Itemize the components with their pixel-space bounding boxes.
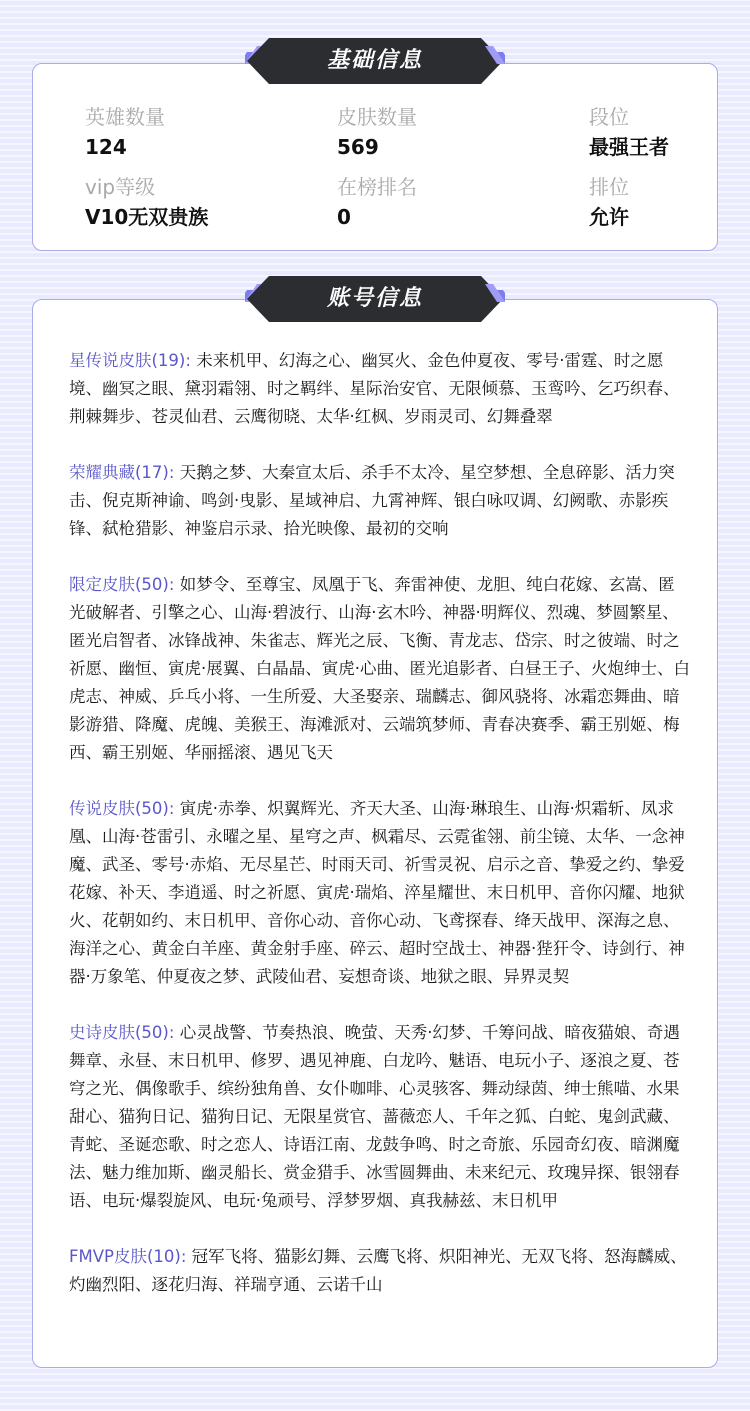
skin-group-items: 寅虎·赤拳、炽翼辉光、齐天大圣、山海·琳琅生、山海·炽霜斩、凤求凰、山海·苍雷引、永曜之星、星穹之声、枫霜尽、云霓雀翎、前尘镜、太华、一念神魔、武圣、零号·赤焰、无尽星芒、时雨天司、祈雪灵祝、启示之音、挚爱之约、挚爱花嫁、补天、李逍遥、时之祈愿、寅虎·瑞焰、淬星耀世、末日机甲、音你闪耀、地狱火、花朝如约、末日机甲、音你心动、音你心动、飞鸢探春、绛天战甲、深海之息、海洋之心、黄金白羊座、黄金射手座、碎云、超时空战士、神器·狴犴令、诗剑行、神器·万象笔、仲夏夜之梦、武陵仙君、妄想奇谈、地狱之眼、异界灵契 [69, 799, 685, 986]
rank-tier-label: 段位 [589, 105, 629, 129]
skin-group-items: 天鹅之梦、大秦宣太后、杀手不太冷、星空梦想、全息碎影、活力突击、倪克斯神谕、鸣剑·曳影、星域神启、九霄神辉、银白咏叹调、幻阙歌、赤影疾锋、弑枪猎影、神鉴启示录、拾光映像、最初的交响 [69, 463, 675, 538]
skin-count-label: 皮肤数量 [337, 105, 417, 129]
vip-level-label: vip等级 [85, 175, 156, 199]
skin-group-items: 如梦令、至尊宝、凤凰于飞、奔雷神使、龙胆、纯白花嫁、玄嵩、匿光破解者、引擎之心、山海·碧波行、山海·玄木吟、神器·明辉仪、烈魂、梦圆繁星、匿光启智者、冰锋战神、朱雀志、辉光之辰、飞衡、青龙志、岱宗、时之彼端、时之祈愿、幽恒、寅虎·展翼、白晶晶、寅虎·心曲、匿光追影者、白昼王子、火炮绅士、白虎志、神威、乒乓小将、一生所爱、大圣娶亲、瑞麟志、御风骁将、冰霜恋舞曲、暗影游猎、降魔、虎魄、美猴王、海滩派对、云端筑梦师、青春决赛季、霸王别姬、梅西、霸王别姬、华丽摇滚、遇见飞天 [69, 575, 690, 762]
leaderboard-rank-label: 在榜排名 [337, 175, 417, 199]
account-info-title: 账号信息 [326, 286, 423, 311]
ranked-allowed-label: 排位 [589, 175, 629, 199]
vip-level-value: V10无双贵族 [85, 205, 209, 229]
leaderboard-rank-value: 0 [337, 205, 351, 229]
skin-group-name: 荣耀典藏(17): [69, 463, 175, 482]
vip-level-cell [85, 172, 337, 232]
skin-groups [69, 347, 691, 1327]
account-info-title-badge [245, 276, 505, 322]
skin-count-value: 569 [337, 135, 379, 159]
skin-group-name: 限定皮肤(50): [69, 575, 175, 594]
ranked-allowed-cell [589, 172, 697, 232]
leaderboard-rank-cell [337, 172, 589, 232]
skin-group-fmvp [69, 1243, 691, 1299]
rank-tier-cell [589, 102, 697, 162]
skin-group-name: 星传说皮肤(19): [69, 351, 191, 370]
skin-count-cell [337, 102, 589, 162]
ranked-allowed-value: 允许 [589, 205, 629, 229]
skin-group-items: 未来机甲、幻海之心、幽冥火、金色仲夏夜、零号·雷霆、时之愿境、幽冥之眼、黛羽霜翎、时之羁绊、星际治安官、无限倾慕、玉鸾吟、乞巧织春、荆棘舞步、苍灵仙君、云鹰彻晓、太华·红枫、岁雨灵司、幻舞叠翠 [69, 351, 680, 426]
skin-group-limited [69, 571, 691, 767]
basic-info-title-badge [245, 38, 505, 84]
basic-info-grid [85, 102, 697, 232]
basic-info-title: 基础信息 [326, 48, 423, 73]
rank-tier-value: 最强王者 [589, 135, 669, 159]
hero-count-value: 124 [85, 135, 127, 159]
skin-group-items: 心灵战警、节奏热浪、晚萤、天秀·幻梦、千筹问战、暗夜猫娘、奇遇舞章、永昼、末日机甲、修罗、遇见神鹿、白龙吟、魅语、电玩小子、逐浪之夏、苍穹之光、偶像歌手、缤纷独角兽、女仆咖啡、心灵骇客、舞动绿茵、绅士熊喵、水果甜心、猫狗日记、猫狗日记、无限星赏官、蔷薇恋人、千年之狐、白蛇、鬼剑武藏、青蛇、圣诞恋歌、时之恋人、诗语江南、龙鼓争鸣、时之奇旅、乐园奇幻夜、暗渊魔法、魅力维加斯、幽灵船长、赏金猎手、冰雪圆舞曲、未来纪元、玫瑰异探、银翎春语、电玩·爆裂旋风、电玩·兔顽号、浮梦罗烟、真我赫兹、末日机甲 [69, 1023, 680, 1210]
skin-group-name: 传说皮肤(50): [69, 799, 175, 818]
hero-count-cell [85, 102, 337, 162]
hero-count-label: 英雄数量 [85, 105, 165, 129]
skin-group-name: 史诗皮肤(50): [69, 1023, 175, 1042]
account-info-card [32, 299, 718, 1368]
skin-group-items: 冠军飞将、猫影幻舞、云鹰飞将、炽阳神光、无双飞将、怒海麟威、灼幽烈阳、逐花归海、祥瑞亨通、云诺千山 [69, 1247, 687, 1294]
basic-info-card [32, 63, 718, 251]
skin-group-epic [69, 1019, 691, 1215]
skin-group-star-legend [69, 347, 691, 431]
skin-group-name: FMVP皮肤(10): [69, 1247, 187, 1266]
skin-group-glory-collection [69, 459, 691, 543]
skin-group-legend [69, 795, 691, 991]
